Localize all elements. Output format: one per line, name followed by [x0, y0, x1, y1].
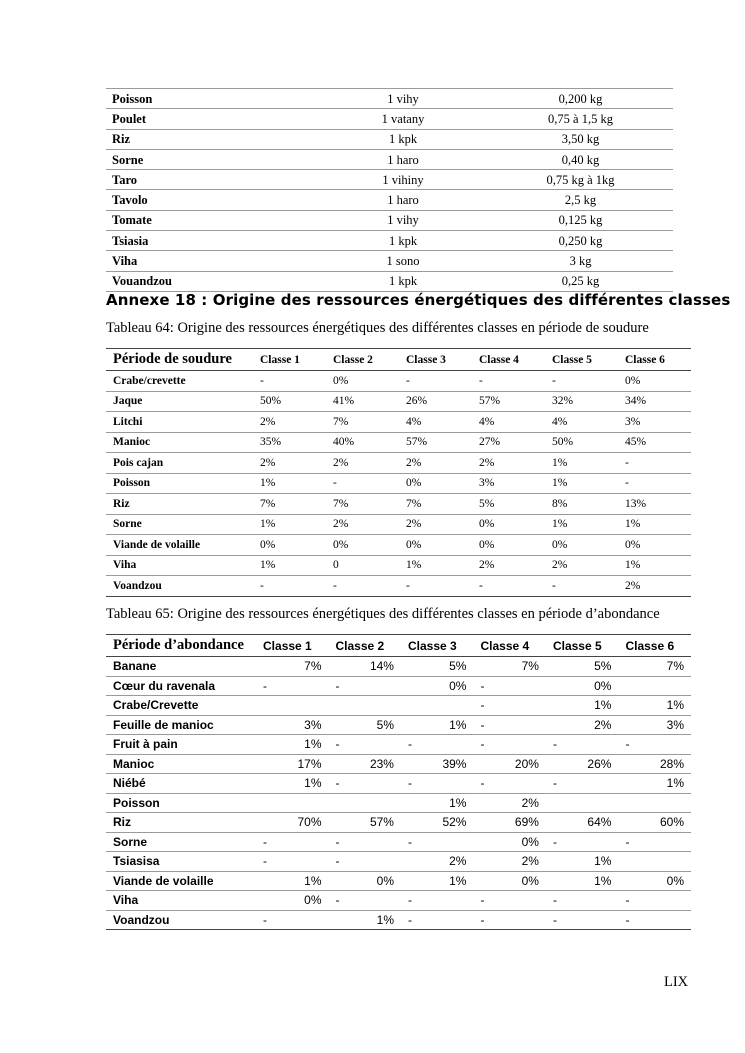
- class5-value: 0%: [545, 535, 618, 556]
- unit-weight: 0,125 kg: [488, 210, 673, 230]
- unit-weight: 2,5 kg: [488, 190, 673, 210]
- table64-header-row: [106, 349, 691, 371]
- food-name: Sorne: [106, 149, 318, 169]
- class1-value: -: [256, 832, 328, 852]
- resource-name: Viha: [106, 555, 253, 576]
- table65-header-class2: Classe 2: [329, 635, 401, 657]
- class3-value: 1%: [401, 715, 473, 735]
- resource-name: Viande de volaille: [106, 535, 253, 556]
- table-row: [106, 576, 691, 597]
- table-row: [106, 371, 691, 392]
- class5-value: 1%: [545, 453, 618, 474]
- class1-value: 70%: [256, 813, 328, 833]
- local-unit: 1 kpk: [318, 231, 488, 251]
- class3-value: -: [399, 371, 472, 392]
- class1-value: 1%: [253, 473, 326, 494]
- class5-value: [546, 793, 618, 813]
- class2-value: 57%: [329, 813, 401, 833]
- class5-value: -: [545, 371, 618, 392]
- local-unit: 1 vihiny: [318, 170, 488, 190]
- class6-value: 28%: [618, 754, 691, 774]
- class4-value: -: [472, 371, 545, 392]
- table64-header-class3: Classe 3: [399, 349, 472, 371]
- class6-value: -: [618, 891, 691, 911]
- table-row: [106, 715, 691, 735]
- food-name: Taro: [106, 170, 318, 190]
- table65-header-class6: Classe 6: [618, 635, 691, 657]
- class5-value: 1%: [546, 852, 618, 872]
- class1-value: 0%: [256, 891, 328, 911]
- class4-value: 0%: [472, 535, 545, 556]
- class5-value: 50%: [545, 432, 618, 453]
- class4-value: -: [473, 774, 545, 794]
- class6-value: 0%: [618, 535, 691, 556]
- class4-value: 0%: [472, 514, 545, 535]
- class5-value: -: [546, 774, 618, 794]
- table-row: [106, 852, 691, 872]
- local-unit: 1 vihy: [318, 210, 488, 230]
- class4-value: 20%: [473, 754, 545, 774]
- class3-value: 2%: [401, 852, 473, 872]
- resource-name: Viha: [106, 891, 256, 911]
- resource-name: Voandzou: [106, 910, 256, 930]
- table-row: [106, 535, 691, 556]
- unit-weight: 0,250 kg: [488, 231, 673, 251]
- resource-name: Poisson: [106, 793, 256, 813]
- class5-value: 26%: [546, 754, 618, 774]
- class3-value: -: [401, 891, 473, 911]
- class1-value: 17%: [256, 754, 328, 774]
- food-name: Vouandzou: [106, 271, 318, 291]
- table-row: [106, 432, 691, 453]
- class1-value: 3%: [256, 715, 328, 735]
- class6-value: 45%: [618, 432, 691, 453]
- table-row: [106, 453, 691, 474]
- class3-value: -: [401, 832, 473, 852]
- table65-header-class4: Classe 4: [473, 635, 545, 657]
- annex-title: Annexe 18 : Origine des ressources énergétiques des différentes classes: [106, 291, 731, 309]
- table65-header-class5: Classe 5: [546, 635, 618, 657]
- class5-value: 1%: [546, 696, 618, 716]
- class1-value: 1%: [256, 774, 328, 794]
- class4-value: 57%: [472, 391, 545, 412]
- unit-weight: 3 kg: [488, 251, 673, 271]
- table-row: [106, 813, 691, 833]
- table64-header-class5: Classe 5: [545, 349, 618, 371]
- unit-weight-table: [106, 88, 673, 292]
- table-row: [106, 251, 673, 271]
- class3-value: 0%: [399, 535, 472, 556]
- local-unit: 1 kpk: [318, 129, 488, 149]
- class4-value: 7%: [473, 657, 545, 677]
- class5-value: 2%: [546, 715, 618, 735]
- table-row: [106, 271, 673, 291]
- class6-value: 34%: [618, 391, 691, 412]
- class2-value: 2%: [326, 453, 399, 474]
- resource-name: Riz: [106, 494, 253, 515]
- class5-value: -: [545, 576, 618, 597]
- table-row: [106, 910, 691, 930]
- class2-value: -: [326, 473, 399, 494]
- table-row: [106, 676, 691, 696]
- class6-value: 60%: [618, 813, 691, 833]
- food-name: Poisson: [106, 89, 318, 109]
- class4-value: -: [472, 576, 545, 597]
- unit-weight: 0,75 kg à 1kg: [488, 170, 673, 190]
- class5-value: -: [546, 891, 618, 911]
- table-row: [106, 696, 691, 716]
- class3-value: -: [399, 576, 472, 597]
- class6-value: -: [618, 473, 691, 494]
- class6-value: -: [618, 910, 691, 930]
- unit-weight: 0,40 kg: [488, 149, 673, 169]
- class2-value: 14%: [329, 657, 401, 677]
- table-row: [106, 735, 691, 755]
- food-name: Viha: [106, 251, 318, 271]
- table-row: [106, 871, 691, 891]
- class3-value: 52%: [401, 813, 473, 833]
- unit-weight: 0,200 kg: [488, 89, 673, 109]
- resource-name: Sorne: [106, 514, 253, 535]
- table-row: [106, 891, 691, 911]
- table-row: [106, 210, 673, 230]
- food-name: Tsiasia: [106, 231, 318, 251]
- class1-value: [256, 793, 328, 813]
- table64-header-period: Période de soudure: [106, 349, 253, 371]
- resource-name: Pois cajan: [106, 453, 253, 474]
- class6-value: -: [618, 832, 691, 852]
- table-row: [106, 149, 673, 169]
- class2-value: [329, 696, 401, 716]
- class4-value: 0%: [473, 832, 545, 852]
- class1-value: 7%: [256, 657, 328, 677]
- unit-weight: 0,25 kg: [488, 271, 673, 291]
- table-row: [106, 774, 691, 794]
- class5-value: 5%: [546, 657, 618, 677]
- class2-value: 5%: [329, 715, 401, 735]
- local-unit: 1 haro: [318, 190, 488, 210]
- table64-header-class6: Classe 6: [618, 349, 691, 371]
- resource-name: Feuille de manioc: [106, 715, 256, 735]
- table64-header-class4: Classe 4: [472, 349, 545, 371]
- table-row: [106, 170, 673, 190]
- resource-name: Fruit à pain: [106, 735, 256, 755]
- class4-value: -: [473, 715, 545, 735]
- table-row: [106, 89, 673, 109]
- table64-caption: Tableau 64: Origine des ressources énergétiques des différentes classes en période de soudure: [106, 320, 649, 336]
- class3-value: 0%: [401, 676, 473, 696]
- class6-value: 3%: [618, 715, 691, 735]
- class1-value: 2%: [253, 412, 326, 433]
- class5-value: 1%: [546, 871, 618, 891]
- table-row: [106, 657, 691, 677]
- class5-value: 2%: [545, 555, 618, 576]
- class2-value: 0%: [329, 871, 401, 891]
- class3-value: 1%: [399, 555, 472, 576]
- table65-caption: Tableau 65: Origine des ressources énergétiques des différentes classes en période d’abondance: [106, 606, 660, 622]
- class2-value: 0%: [326, 371, 399, 392]
- table-row: [106, 412, 691, 433]
- food-name: Tavolo: [106, 190, 318, 210]
- class4-value: -: [473, 676, 545, 696]
- class6-value: 0%: [618, 871, 691, 891]
- class3-value: 57%: [399, 432, 472, 453]
- class5-value: -: [546, 832, 618, 852]
- class3-value: 7%: [399, 494, 472, 515]
- class4-value: 0%: [473, 871, 545, 891]
- class2-value: 0%: [326, 535, 399, 556]
- class3-value: 39%: [401, 754, 473, 774]
- class4-value: 5%: [472, 494, 545, 515]
- resource-name: Poisson: [106, 473, 253, 494]
- food-name: Poulet: [106, 109, 318, 129]
- table-row: [106, 190, 673, 210]
- class5-value: 1%: [545, 473, 618, 494]
- class2-value: 2%: [326, 514, 399, 535]
- class2-value: -: [329, 774, 401, 794]
- table65-header-row: [106, 635, 691, 657]
- class6-value: 1%: [618, 774, 691, 794]
- table-row: [106, 754, 691, 774]
- class2-value: 1%: [329, 910, 401, 930]
- class2-value: 0: [326, 555, 399, 576]
- class1-value: 1%: [256, 735, 328, 755]
- table64-lean-period: [106, 348, 691, 597]
- class1-value: 1%: [253, 514, 326, 535]
- class1-value: [256, 696, 328, 716]
- food-name: Riz: [106, 129, 318, 149]
- table-row: [106, 793, 691, 813]
- class1-value: -: [256, 676, 328, 696]
- class6-value: [618, 793, 691, 813]
- unit-weight: 3,50 kg: [488, 129, 673, 149]
- table65-header-class1: Classe 1: [256, 635, 328, 657]
- class4-value: 3%: [472, 473, 545, 494]
- class2-value: -: [329, 735, 401, 755]
- class3-value: 2%: [399, 453, 472, 474]
- resource-name: Litchi: [106, 412, 253, 433]
- class4-value: -: [473, 735, 545, 755]
- table-row: [106, 473, 691, 494]
- class4-value: -: [473, 910, 545, 930]
- class2-value: -: [329, 832, 401, 852]
- table65-abundance-period: [106, 634, 691, 930]
- class2-value: -: [329, 852, 401, 872]
- local-unit: 1 vihy: [318, 89, 488, 109]
- class1-value: 7%: [253, 494, 326, 515]
- table-row: [106, 231, 673, 251]
- table-row: [106, 109, 673, 129]
- resource-name: Jaque: [106, 391, 253, 412]
- resource-name: Cœur du ravenala: [106, 676, 256, 696]
- class4-value: -: [473, 891, 545, 911]
- class4-value: 2%: [472, 453, 545, 474]
- class4-value: -: [473, 696, 545, 716]
- class5-value: -: [546, 910, 618, 930]
- resource-name: Niébé: [106, 774, 256, 794]
- local-unit: 1 kpk: [318, 271, 488, 291]
- class5-value: 32%: [545, 391, 618, 412]
- class2-value: 41%: [326, 391, 399, 412]
- class5-value: 64%: [546, 813, 618, 833]
- class1-value: -: [253, 576, 326, 597]
- class6-value: -: [618, 453, 691, 474]
- class1-value: -: [256, 852, 328, 872]
- class6-value: 3%: [618, 412, 691, 433]
- resource-name: Manioc: [106, 432, 253, 453]
- table-row: [106, 832, 691, 852]
- resource-name: Manioc: [106, 754, 256, 774]
- class3-value: 4%: [399, 412, 472, 433]
- class5-value: 0%: [546, 676, 618, 696]
- table-row: [106, 391, 691, 412]
- page-number: LIX: [664, 974, 689, 990]
- table64-header-class1: Classe 1: [253, 349, 326, 371]
- class5-value: 8%: [545, 494, 618, 515]
- class1-value: 50%: [253, 391, 326, 412]
- class3-value: -: [401, 735, 473, 755]
- table-row: [106, 494, 691, 515]
- local-unit: 1 vatany: [318, 109, 488, 129]
- class6-value: -: [618, 735, 691, 755]
- class3-value: 2%: [399, 514, 472, 535]
- class3-value: [401, 696, 473, 716]
- class4-value: 69%: [473, 813, 545, 833]
- class5-value: 1%: [545, 514, 618, 535]
- class5-value: -: [546, 735, 618, 755]
- class6-value: [618, 852, 691, 872]
- class2-value: 7%: [326, 412, 399, 433]
- table65-header-period: Période d’abondance: [106, 635, 256, 657]
- class2-value: [329, 793, 401, 813]
- class3-value: 1%: [401, 871, 473, 891]
- class4-value: 4%: [472, 412, 545, 433]
- resource-name: Voandzou: [106, 576, 253, 597]
- class1-value: 1%: [253, 555, 326, 576]
- class2-value: 40%: [326, 432, 399, 453]
- resource-name: Crabe/Crevette: [106, 696, 256, 716]
- table65-header-class3: Classe 3: [401, 635, 473, 657]
- class3-value: 0%: [399, 473, 472, 494]
- class1-value: -: [253, 371, 326, 392]
- class1-value: 35%: [253, 432, 326, 453]
- class6-value: 7%: [618, 657, 691, 677]
- table-row: [106, 514, 691, 535]
- local-unit: 1 sono: [318, 251, 488, 271]
- resource-name: Crabe/crevette: [106, 371, 253, 392]
- class2-value: 7%: [326, 494, 399, 515]
- class1-value: 2%: [253, 453, 326, 474]
- resource-name: Sorne: [106, 832, 256, 852]
- class5-value: 4%: [545, 412, 618, 433]
- local-unit: 1 haro: [318, 149, 488, 169]
- class1-value: 1%: [256, 871, 328, 891]
- class2-value: -: [329, 676, 401, 696]
- table-row: [106, 129, 673, 149]
- table-row: [106, 555, 691, 576]
- class6-value: [618, 676, 691, 696]
- resource-name: Riz: [106, 813, 256, 833]
- class2-value: -: [329, 891, 401, 911]
- class3-value: -: [401, 910, 473, 930]
- class6-value: 1%: [618, 555, 691, 576]
- class3-value: 26%: [399, 391, 472, 412]
- class4-value: 27%: [472, 432, 545, 453]
- class6-value: 1%: [618, 514, 691, 535]
- resource-name: Banane: [106, 657, 256, 677]
- class2-value: -: [326, 576, 399, 597]
- class1-value: -: [256, 910, 328, 930]
- class6-value: 13%: [618, 494, 691, 515]
- class3-value: 1%: [401, 793, 473, 813]
- class6-value: 1%: [618, 696, 691, 716]
- class1-value: 0%: [253, 535, 326, 556]
- class3-value: 5%: [401, 657, 473, 677]
- unit-weight: 0,75 à 1,5 kg: [488, 109, 673, 129]
- table64-header-class2: Classe 2: [326, 349, 399, 371]
- class6-value: 2%: [618, 576, 691, 597]
- food-name: Tomate: [106, 210, 318, 230]
- class4-value: 2%: [473, 852, 545, 872]
- class3-value: -: [401, 774, 473, 794]
- class4-value: 2%: [472, 555, 545, 576]
- resource-name: Viande de volaille: [106, 871, 256, 891]
- class6-value: 0%: [618, 371, 691, 392]
- class4-value: 2%: [473, 793, 545, 813]
- resource-name: Tsiasisa: [106, 852, 256, 872]
- class2-value: 23%: [329, 754, 401, 774]
